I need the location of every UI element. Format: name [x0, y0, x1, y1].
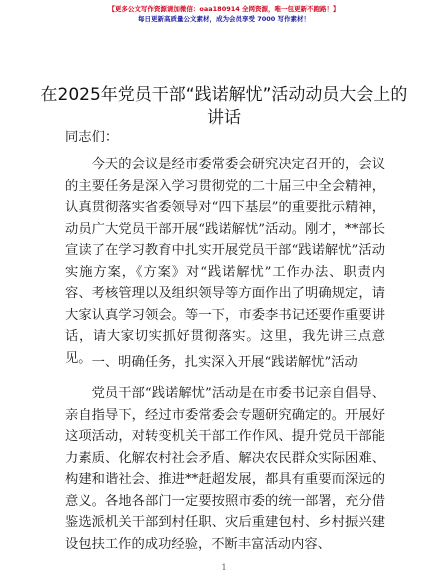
paragraph-intro: 今天的会议是经市委常委会研究决定召开的，会议的主要任务是深入学习贯彻党的二十届三中全会精神，认真贯彻落实省委领导对“四下基层”的重要批示精神，动员广大党员干部开展“践诺解忧”活动。刚才，**部长宣读了在学习教育中扎实开展党员干部“践诺解忧”活动实施方案，《方案》对“践诺解忧”工作办法、职责内容、考核管理以及组织领导等方面作出了明确规定，请大家认真学习领会。等一下，市委李书记还要作重要讲话，请大家切实抓好贯彻落实。这里，我先讲三点意见。: [65, 157, 385, 366]
promo-banner-line-2: 每日更新高质量公文素材，成为会员享受 7000 写作素材！: [137, 15, 311, 23]
salutation: 同志们：: [65, 130, 119, 145]
document-title: 在2025年党员干部“践诺解忧”活动动员大会上的讲话: [40, 85, 408, 128]
promo-banner: [0, 4, 448, 24]
promo-banner-line-1: 【更多公文写作资源请加微信：oaa180914 全网资源，唯一包更新不跑路！】: [108, 5, 340, 13]
page-number: 1: [221, 563, 227, 572]
section-heading-1: 一、明确任务，扎实深入开展“践诺解忧”活动: [91, 355, 358, 370]
paragraph-section-1: 党员干部“践诺解忧”活动是在市委书记亲自倡导、亲自指导下，经过市委常委会专题研究确定的。开展好这项活动，对转变机关干部工作作风、提升党员干部能力素质、化解农村社会矛盾、解决农民群众实际困难、构建和谐社会、推进**赶超发展，都具有重要而深远的意义。各地各部门一定要按照市委的统一部署，充分借鉴选派机关干部到村任职、灾后重建包村、乡村振兴建设包扶工作的成功经验，不断丰富活动内容、: [65, 386, 385, 552]
